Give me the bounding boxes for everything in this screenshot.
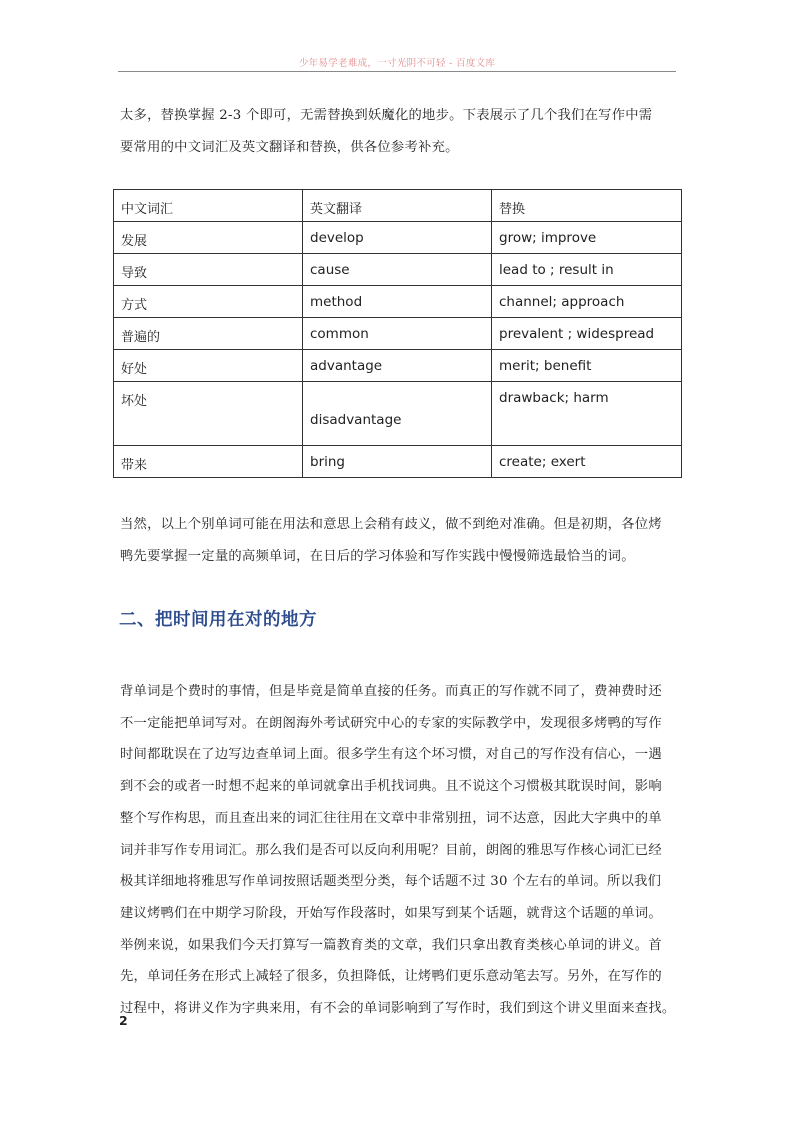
cell-english: advantage — [303, 350, 492, 382]
table-row — [114, 222, 682, 254]
cell-replacement: create; exert — [492, 446, 682, 478]
cell-english: bring — [303, 446, 492, 478]
body-line: 整个写作构思，而且查出来的词汇往往用在文章中非常别扭，词不达意，因此大字典中的单 — [120, 810, 662, 826]
table-row — [114, 446, 682, 478]
header-cell-replacement: 替换 — [492, 190, 682, 222]
cell-replacement: channel; approach — [492, 286, 682, 318]
body-line: 不一定能把单词写对。在朗阁海外考试研究中心的专家的实际教学中，发现很多烤鸭的写作 — [120, 715, 662, 731]
intro-line: 太多，替换掌握 2-3 个即可，无需替换到妖魔化的地步。下表展示了几个我们在写作中需 — [120, 108, 653, 123]
cell-english: develop — [303, 222, 492, 254]
cell-replacement: drawback; harm — [492, 382, 682, 446]
intro-line: 要常用的中文词汇及英文翻译和替换，供各位参考补充。 — [120, 140, 459, 155]
cell-chinese: 坏处 — [114, 382, 303, 446]
body-paragraph — [120, 676, 676, 1025]
cell-chinese: 发展 — [114, 222, 303, 254]
cell-replacement: merit; benefit — [492, 350, 682, 382]
cell-replacement: lead to ; result in — [492, 254, 682, 286]
note-line: 鸭先要掌握一定量的高频单词，在日后的学习体验和写作实践中慢慢筛选最恰当的词。 — [120, 549, 635, 564]
cell-chinese: 方式 — [114, 286, 303, 318]
header-rule — [118, 71, 676, 72]
table-row — [114, 350, 682, 382]
cell-chinese: 带来 — [114, 446, 303, 478]
table-row — [114, 382, 682, 446]
body-line: 到不会的或者一时想不起来的单词就拿出手机找词典。且不说这个习惯极其耽误时间，影响 — [120, 779, 662, 795]
cell-chinese: 导致 — [114, 254, 303, 286]
cell-english: common — [303, 318, 492, 350]
cell-chinese: 普遍的 — [114, 318, 303, 350]
body-line: 举例来说，如果我们今天打算写一篇教育类的文章，我们只拿出教育类核心单词的讲义。首 — [120, 937, 662, 953]
table-row — [114, 286, 682, 318]
cell-chinese: 好处 — [114, 350, 303, 382]
cell-english: disadvantage — [303, 382, 492, 446]
note-line: 当然，以上个别单词可能在用法和意思上会稍有歧义，做不到绝对准确。但是初期，各位烤 — [120, 517, 662, 532]
vocab-table — [113, 189, 682, 478]
header-watermark: 少年易学老难成，一寸光阴不可轻 - 百度文库 — [298, 58, 496, 69]
body-line: 建议烤鸭们在中期学习阶段，开始写作段落时，如果写到某个话题，就背这个话题的单词。 — [120, 905, 662, 921]
body-line: 先，单词任务在形式上减轻了很多，负担降低，让烤鸭们更乐意动笔去写。另外，在写作的 — [120, 969, 662, 985]
header-cell-english: 英文翻译 — [303, 190, 492, 222]
cell-english: cause — [303, 254, 492, 286]
body-line: 词并非写作专用词汇。那么我们是否可以反向利用呢？目前，朗阁的雅思写作核心词汇已经 — [120, 842, 662, 858]
table-row — [114, 254, 682, 286]
body-line: 背单词是个费时的事情，但是毕竟是简单直接的任务。而真正的写作就不同了，费神费时还 — [120, 684, 662, 699]
body-line: 时间都耽误在了边写边查单词上面。很多学生有这个坏习惯，对自己的写作没有信心，一遇 — [120, 747, 662, 763]
section-heading: 二、把时间用在对的地方 — [119, 610, 317, 630]
body-line: 过程中，将讲义作为字典来用，有不会的单词影响到了写作时，我们到这个讲义里面来查找。 — [120, 1001, 676, 1017]
body-line: 极其详细地将雅思写作单词按照话题类型分类，每个话题不过 30 个左右的单词。所以我们 — [120, 874, 662, 890]
table-row — [114, 318, 682, 350]
note-paragraph — [120, 509, 676, 573]
intro-paragraph — [120, 100, 676, 164]
page-number: 2 — [119, 1013, 128, 1028]
header-cell-chinese: 中文词汇 — [114, 190, 303, 222]
cell-replacement: prevalent ; widespread — [492, 318, 682, 350]
cell-english: method — [303, 286, 492, 318]
table-header-row — [114, 190, 682, 222]
cell-replacement: grow; improve — [492, 222, 682, 254]
